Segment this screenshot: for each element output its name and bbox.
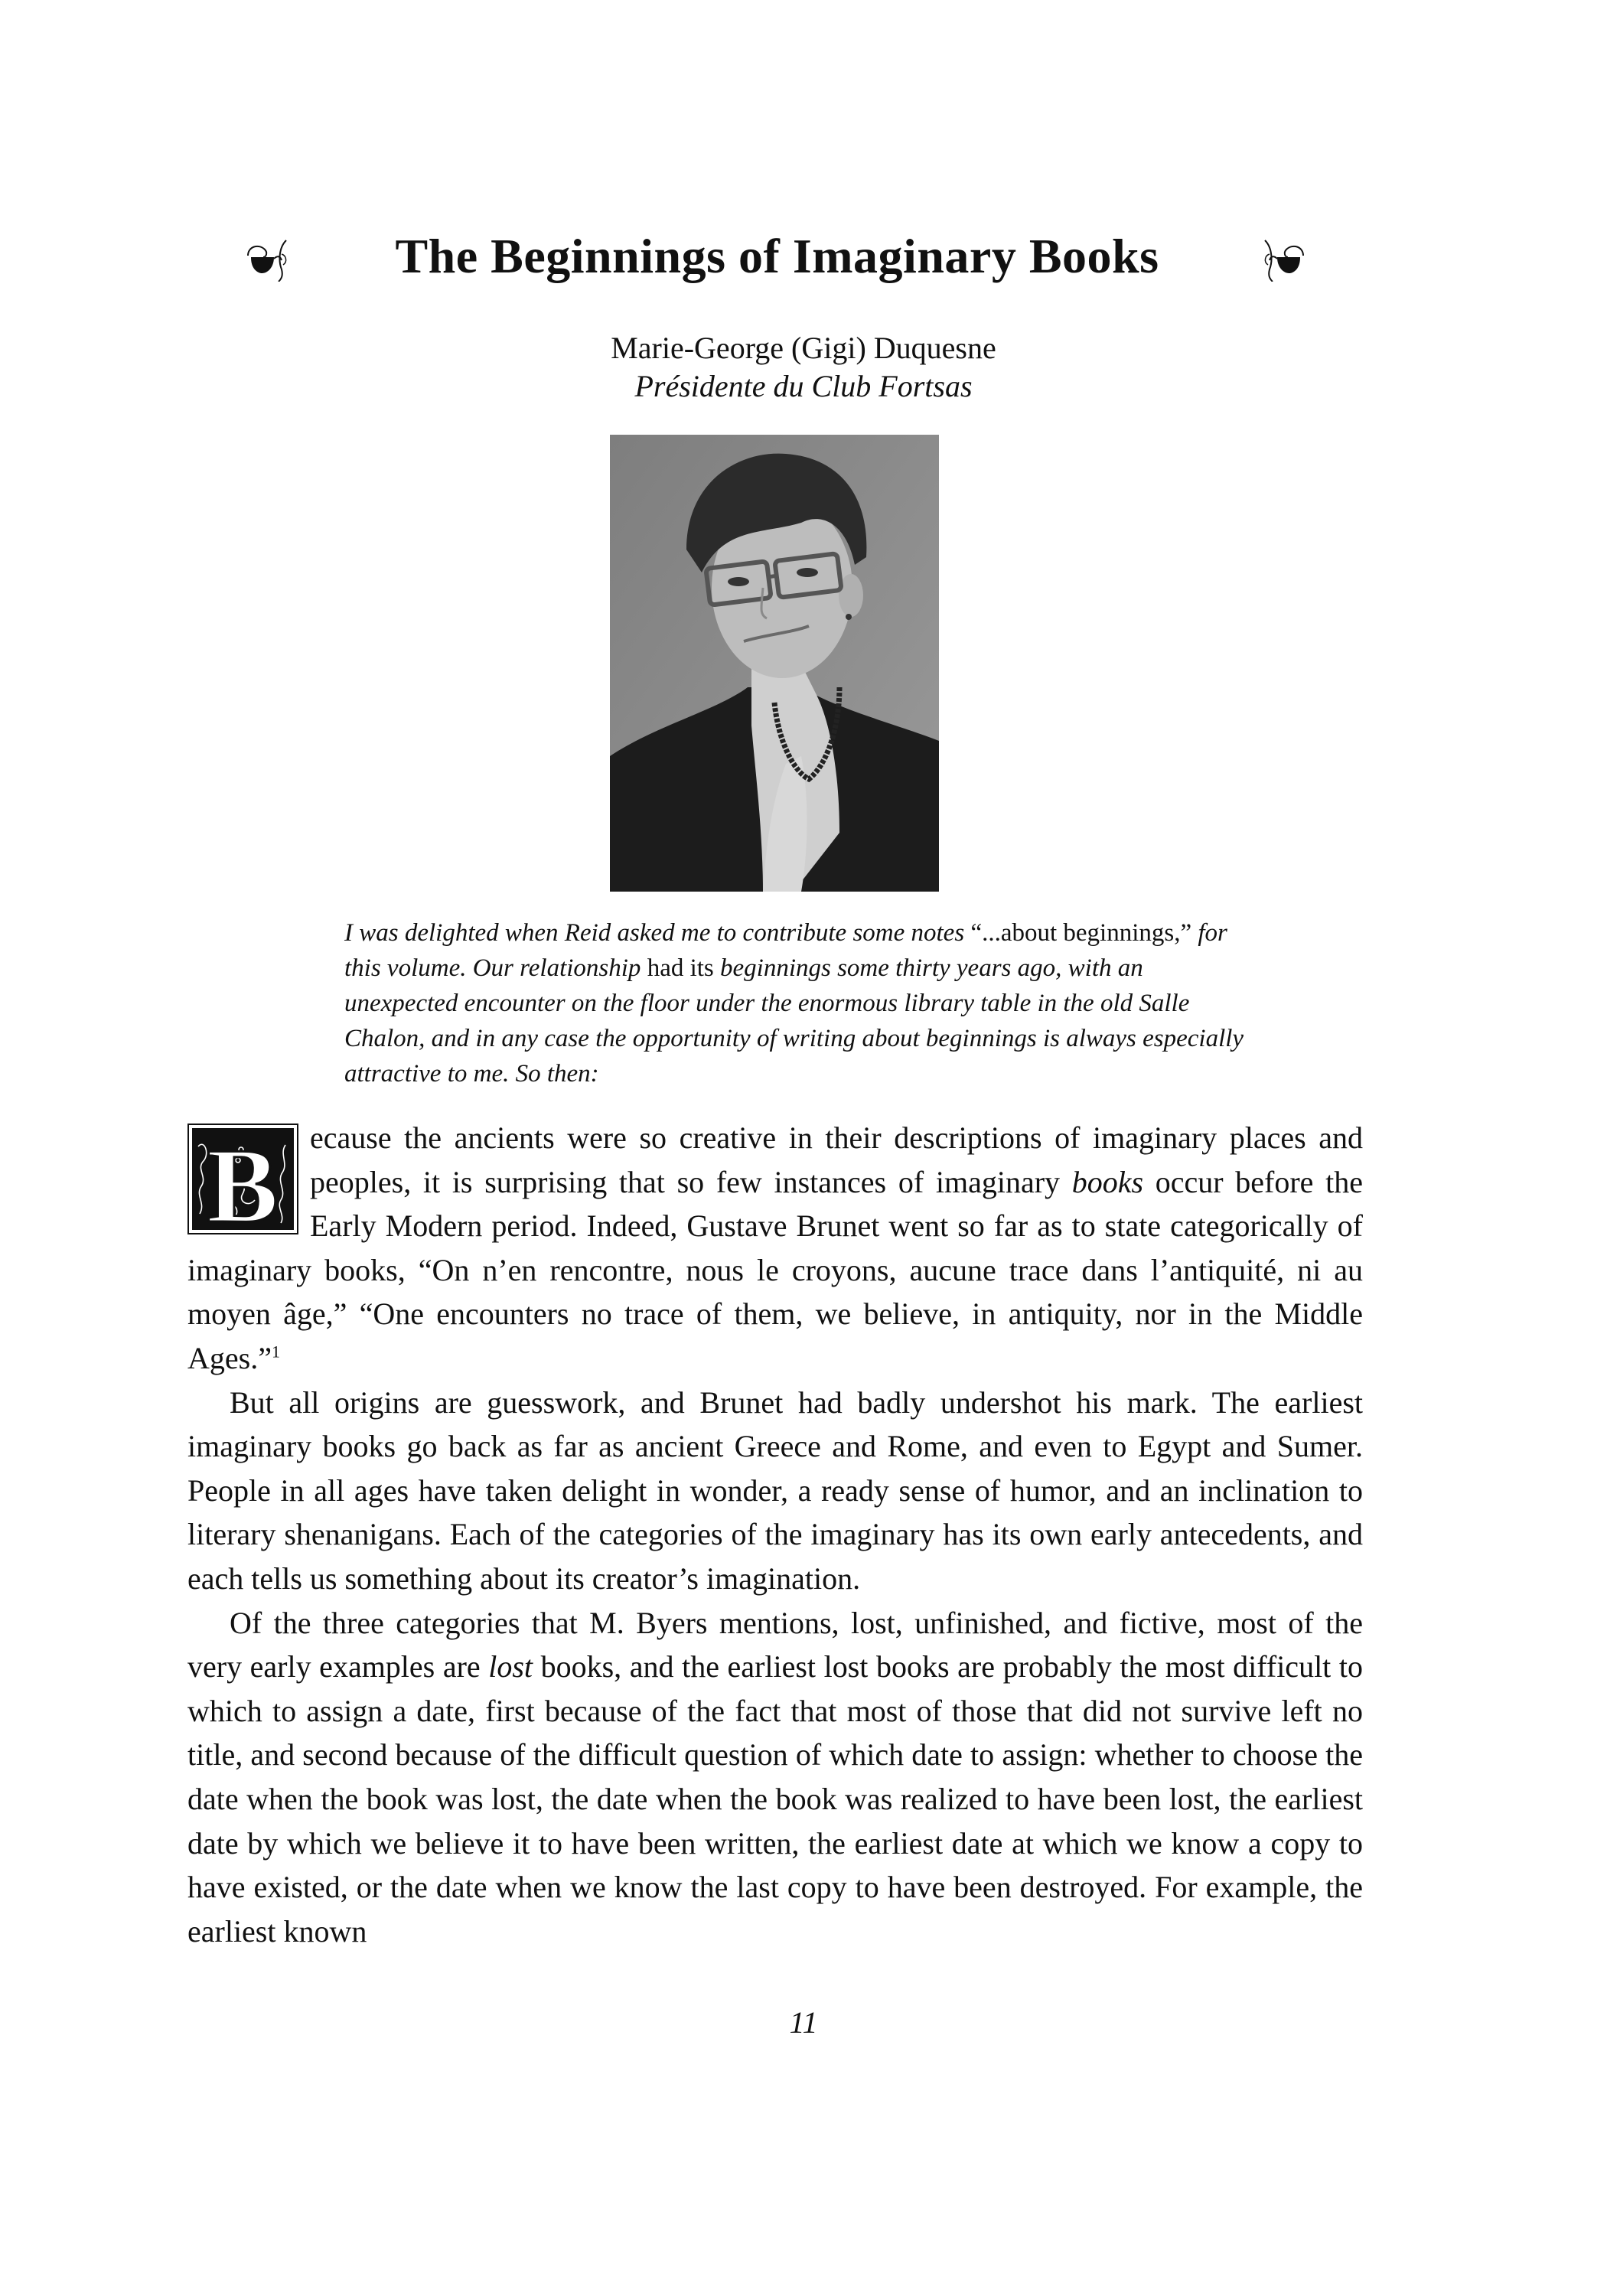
author-name: Marie-George (Gigi) Duquesne [611,331,996,365]
paragraph-2: But all origins are guesswork, and Brunet had badly undershot his mark. The earliest imaginary books go back as far as ancient Greece and Rome, and even to Egypt and Sumer. People in all ages have taken delight in wonder, a ready sense of humor, and an inclination to literary shenanigans. Each of the categories of the imaginary has its own early antecedents, and each tells us something about its creator’s imagination. [187,1384,1363,1596]
paragraph-3 [187,1601,1363,1954]
emphasis-lost: lost [488,1649,533,1684]
paragraph-1-text-a: ecause the ancients were so creative in their descriptions of imaginary places and peoples, it is surprising that so few instances of imaginary [310,1120,1363,1199]
caption-text-1: I was delighted when Reid asked me to contribute some notes [344,919,971,947]
chapter-title-row [0,222,1607,291]
svg-text:B: B [207,1127,279,1234]
paragraph-3-text-b: books, and the earliest lost books are probably the most difficult to which to assign a date, first because of the fact that most of those that did not survive left no title, and second because of the difficult question of which date to assign: whether to choose the date when the book was lost, the date when the book was realized to have been lost, the earliest date by which we believe it to have been written, the earliest date at which we know a copy to have existed, or the date when we know the last copy to have been destroyed. For example, the earliest known [187,1649,1363,1949]
author-affiliation: Présidente du Club Fortsas [634,369,973,403]
paragraph-1-text-b: occur before the Early Modern period. Indeed, Gustave Brunet went so far as to state categorically of imaginary books, “On n’en rencontre, nous le croyons, aucune trace dans l’antiquité, ni au moyen âge,” “One encounters no trace of them, we believe, in antiquity, nor in the Middle Ages.” [187,1164,1363,1375]
chapter-title: The Beginnings of Imaginary Books [395,229,1159,283]
fleuron-left-icon [243,239,292,282]
caption-quote: “...about beginnings,” [970,919,1192,947]
portrait-image [610,435,939,892]
footnote-marker-1[interactable]: 1 [271,1342,280,1362]
emphasis-books: books [1071,1164,1144,1199]
paragraph-1 [187,1116,1363,1381]
article-body [187,1116,1363,1953]
author-portrait [610,435,939,892]
paragraph-3-text-a: Of the three categories that M. Byers mentions, lost, unfinished, and fictive, most of the very early examples are [187,1605,1363,1684]
caption-had-its: had its [647,954,714,982]
caption-text-3: beginnings some thirty years ago, with an unexpected encounter on the floor under the enormous library table in the old Salle Chalon, and in any case the opportunity of writing about beginnings is always especially attractive to me. So then: [344,954,1244,1088]
illuminated-dropcap-b-icon [187,1124,298,1234]
caption-text-2: for this volume. Our relationship [344,919,1227,982]
fleuron-right-icon [1259,239,1308,282]
page-number: 11 [789,2005,818,2040]
introduction-caption [344,915,1263,1091]
